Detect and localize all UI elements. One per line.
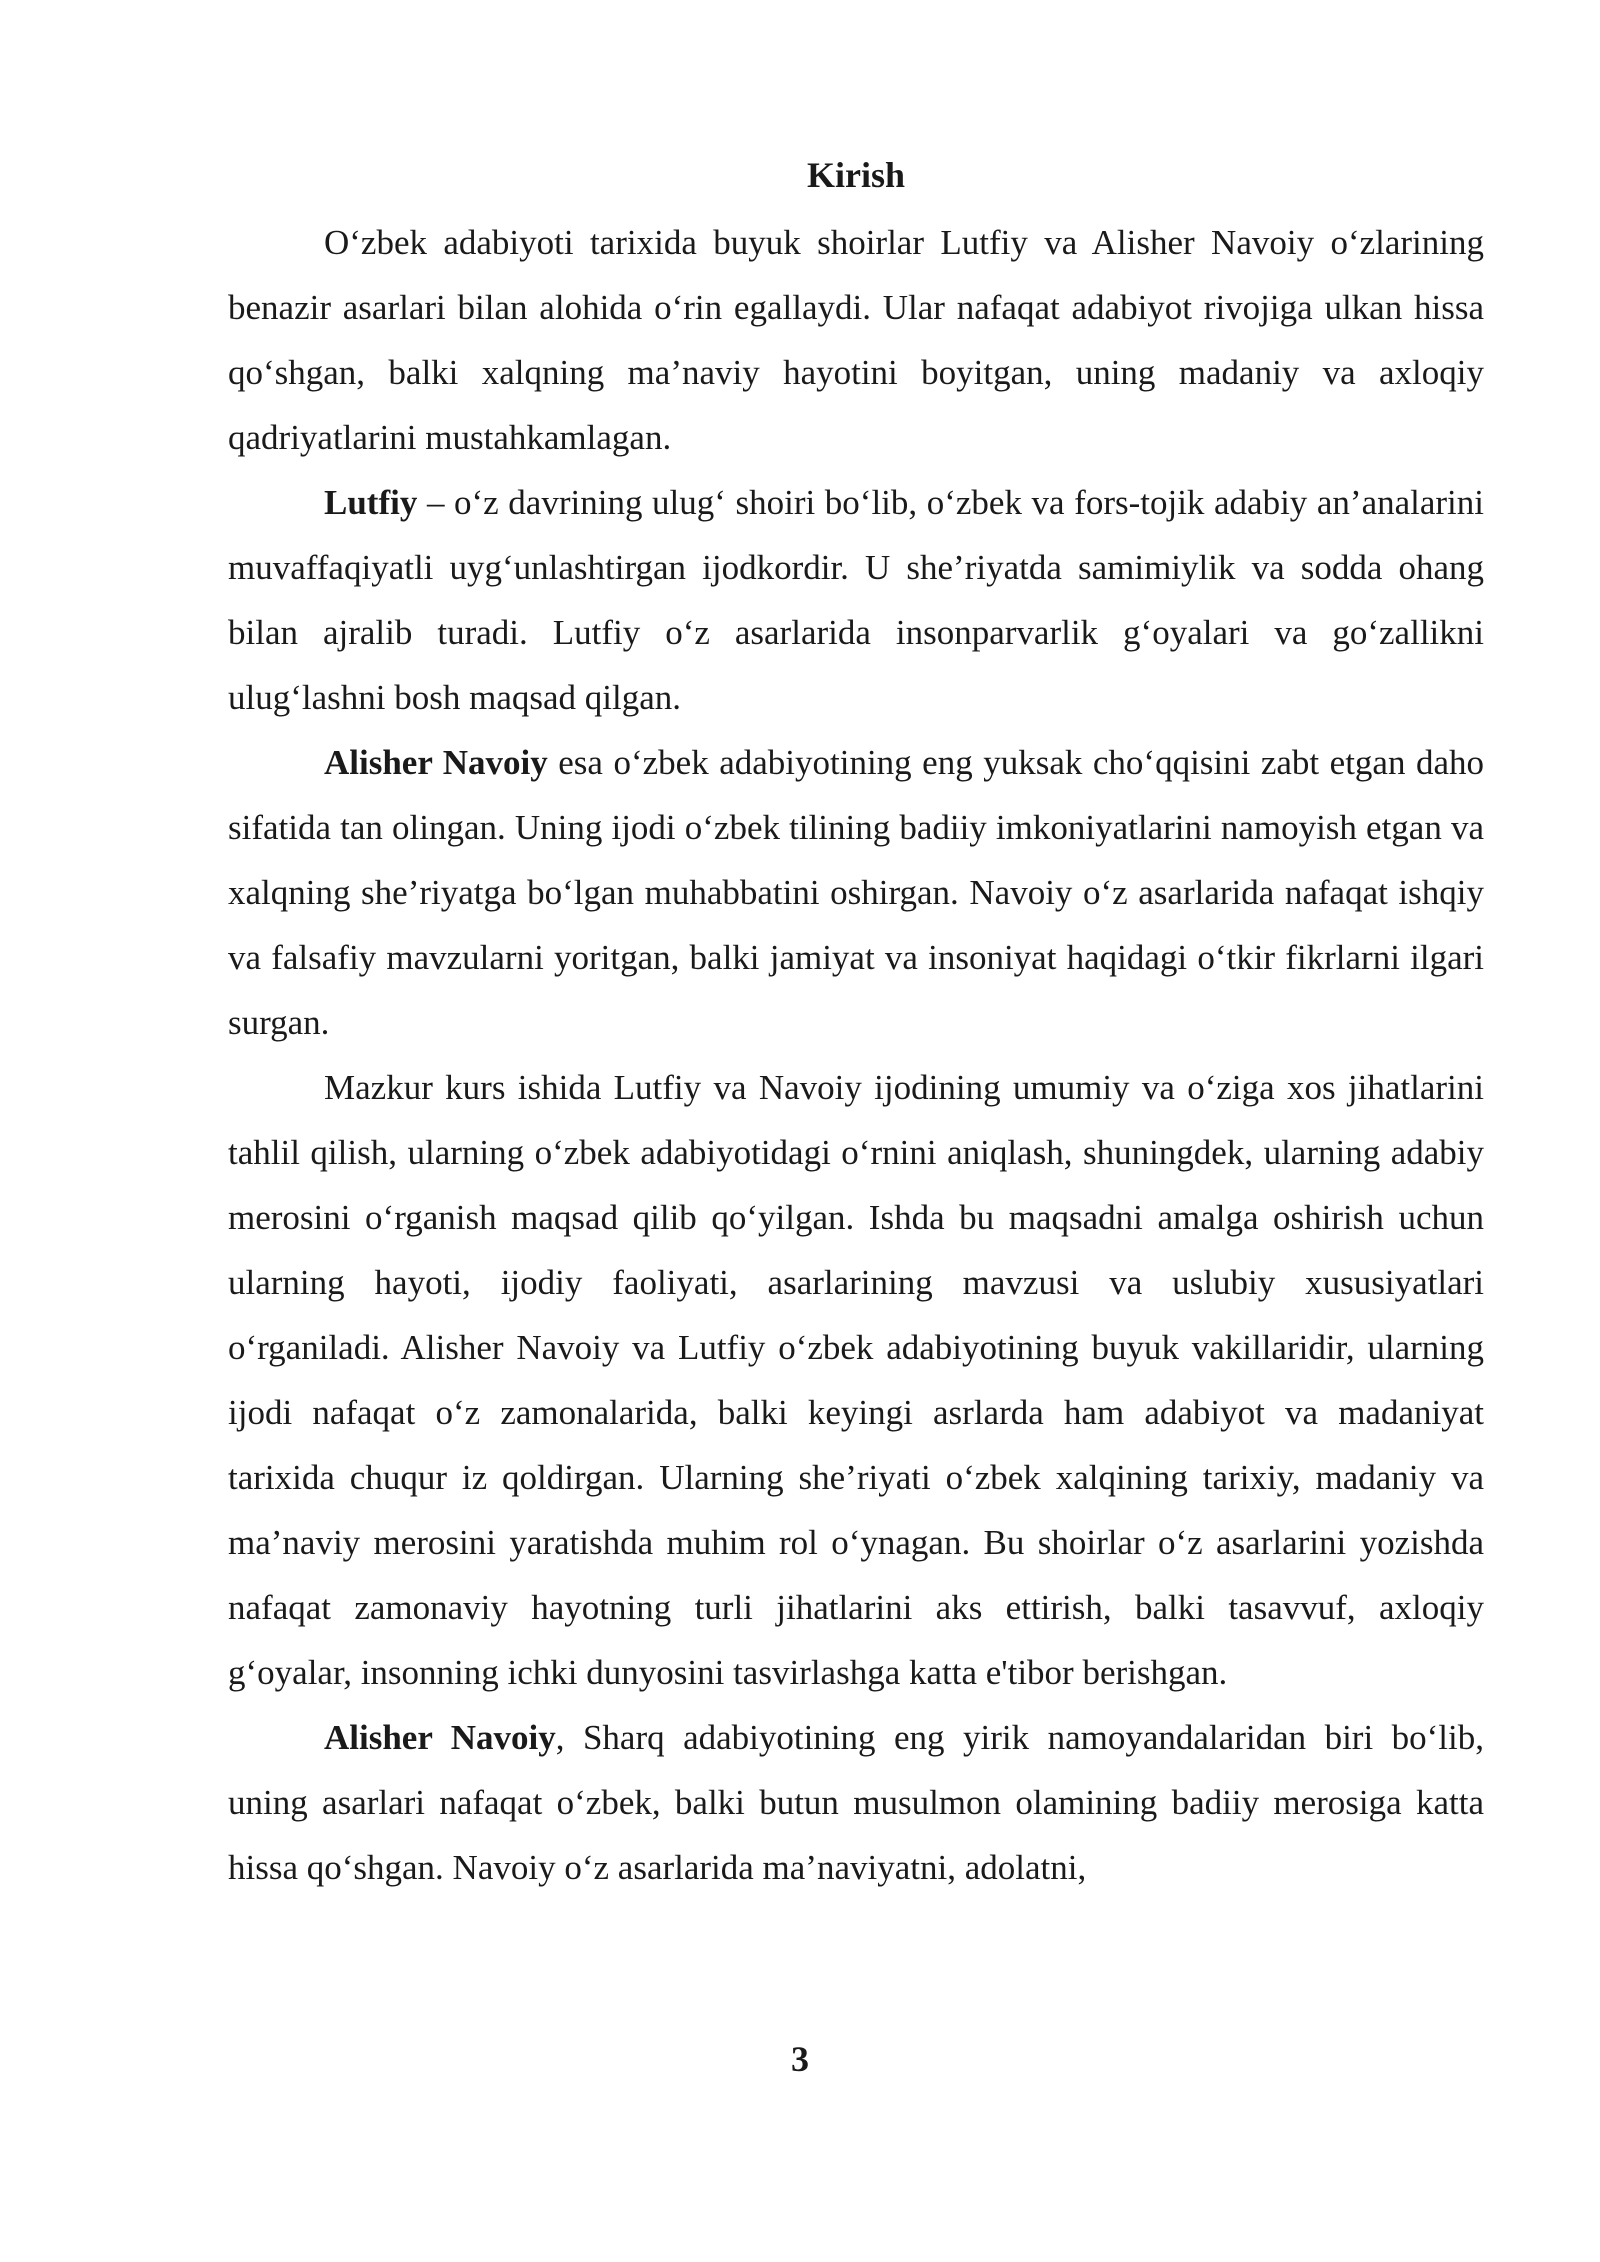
paragraph-course-work [228,1055,1484,1705]
page-number: 3 [791,2039,809,2079]
paragraph-text: , Sharq adabiyotining eng yirik namoyandalaridan biri bo‘lib, uning asarlari nafaqat o‘zbek, balki butun musulmon olamining badiiy merosiga katta hissa qo‘shgan. Navoiy o‘z asarlarida ma’naviyatni, adolatni, [228,1718,1485,1887]
paragraph-text: – o‘z davrining ulug‘ shoiri bo‘lib, o‘zbek va fors-tojik adabiy an’analarini muvaffaqiyatli uyg‘unlashtirgan ijodkordir. U she’riyatda samimiylik va sodda ohang bilan ajralib turadi. Lutfiy o‘z asarlarida insonparvarlik g‘oyalari va go‘zallikni ulug‘lashni bosh maqsad qilgan. [228,483,1484,717]
paragraph-intro [228,210,1484,470]
page-content [228,146,1484,1900]
paragraph-text: esa o‘zbek adabiyotining eng yuksak cho‘qqisini zabt etgan daho sifatida tan olingan. Uning ijodi o‘zbek tilining badiiy imkoniyatlarini namoyish etgan va xalqning she’riyatga bo‘lgan muhabbatini oshirgan. Navoiy o‘z asarlarida nafaqat ishqiy va falsafiy mavzularni yoritgan, balki jamiyat va insoniyat haqidagi o‘tkir fikrlarni ilgari surgan. [228,743,1484,1042]
paragraph-text: Mazkur kurs ishida Lutfiy va Navoiy ijodining umumiy va o‘ziga xos jihatlarini tahlil qilish, ularning o‘zbek adabiyotidagi o‘rnini aniqlash, shuningdek, ularning adabiy merosini o‘rganish maqsad qilib qo‘yilgan. Ishda bu maqsadni amalga oshirish uchun ularning hayoti, ijodiy faoliyati, asarlarining mavzusi va uslubiy xususiyatlari o‘rganiladi. Alisher Navoiy va Lutfiy o‘zbek adabiyotining buyuk vakillaridir, ularning ijodi nafaqat o‘z zamonalarida, balki keyingi asrlarda ham adabiyot va madaniyat tarixida chuqur iz qoldirgan. Ularning she’riyati o‘zbek xalqining tarixiy, madaniy va ma’naviy merosini yaratishda muhim rol o‘ynagan. Bu shoirlar o‘z asarlarini yozishda nafaqat zamonaviy hayotning turli jihatlarini aks ettirish, balki tasavvuf, axloqiy g‘oyalar, insonning ichki dunyosini tasvirlashga katta e'tibor berishgan. [228,1068,1484,1692]
paragraph-lead-bold: Lutfiy [324,483,418,522]
page-title: Kirish [806,155,905,195]
paragraph-lutfiy [228,470,1484,730]
paragraph-text: O‘zbek adabiyoti tarixida buyuk shoirlar Lutfiy va Alisher Navoiy o‘zlarining benazir asarlari bilan alohida o‘rin egallaydi. Ular nafaqat adabiyot rivojiga ulkan hissa qo‘shgan, balki xalqning ma’naviy hayotini boyitgan, uning madaniy va axloqiy qadriyatlarini mustahkamlagan. [228,223,1484,457]
paragraph-navoiy-east [228,1705,1484,1900]
paragraph-navoiy [228,730,1484,1055]
paragraph-lead-bold: Alisher Navoiy [324,1718,556,1757]
paragraph-lead-bold: Alisher Navoiy [324,743,548,782]
